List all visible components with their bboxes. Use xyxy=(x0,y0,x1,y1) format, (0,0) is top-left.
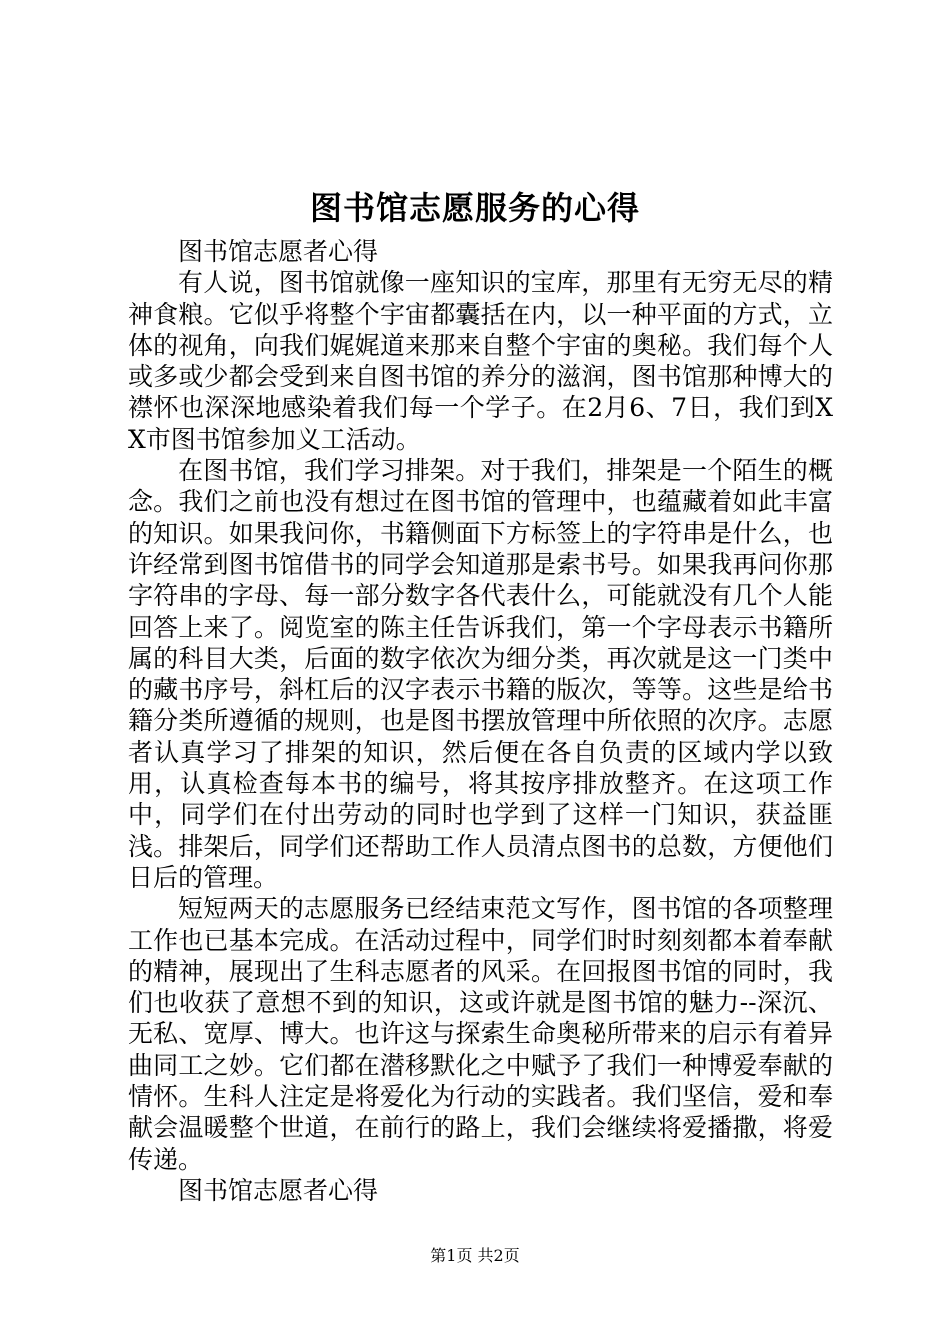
paragraph-conclusion: 短短两天的志愿服务已经结束范文写作，图书馆的各项整理工作也已基本完成。在活动过程中，同学们时时刻刻都本着奉献的精神，展现出了生科志愿者的风采。在回报图书馆的同时，我们也收获了意想不到的知识，这或许就是图书馆的魅力--深沉、无私、宽厚、博大。也许这与探索生命奥秘所带来的启示有着异曲同工之妙。它们都在潜移默化之中赋予了我们一种博爱奉献的情怀。生科人注定是将爱化为行动的实践者。我们坚信，爱和奉献会温暖整个世道，在前行的路上，我们会继续将爱播撒，将爱传递。 xyxy=(128,894,833,1174)
document-title: 图书馆志愿服务的心得 xyxy=(309,189,640,227)
paragraph-shelving: 在图书馆，我们学习排架。对于我们，排架是一个陌生的概念。我们之前也没有想过在图书馆的管理中，也蕴藏着如此丰富的知识。如果我问你，书籍侧面下方标签上的字符串是什么，也许经常到图书馆借书的同学会知道那是索书号。如果我再问你那字符串的字母、每一部分数字各代表什么，可能就没有几个人能回答上来了。阅览室的陈主任告诉我们，第一个字母表示书籍所属的科目大类，后面的数字依次为细分类，再次就是这一门类中的藏书序号，斜杠后的汉字表示书籍的版次，等等。这些是给书籍分类所遵循的规则，也是图书摆放管理中所依照的次序。志愿者认真学习了排架的知识，然后便在各自负责的区域内学以致用，认真检查每本书的编号，将其按序排放整齐。在这项工作中，同学们在付出劳动的同时也学到了这样一门知识，获益匪浅。排架后，同学们还帮助工作人员清点图书的总数，方便他们日后的管理。 xyxy=(128,456,833,892)
page-number-footer: 第1页 共2页 xyxy=(430,1246,520,1265)
document-body xyxy=(128,236,833,1206)
paragraph-next-heading: 图书馆志愿者心得 xyxy=(178,1175,379,1205)
paragraph-subtitle: 图书馆志愿者心得 xyxy=(178,237,379,266)
paragraph-intro: 有人说，图书馆就像一座知识的宝库，那里有无穷无尽的精神食粮。它似乎将整个宇宙都囊括在内，以一种平面的方式，立体的视角，向我们娓娓道来那来自整个宇宙的奥秘。我们每个人或多或少都会受到来自图书馆的养分的滋润，图书馆那种博大的襟怀也深深地感染着我们每一个学子。在2月6、7日，我们到XX市图书馆参加义工活动。 xyxy=(128,268,833,454)
